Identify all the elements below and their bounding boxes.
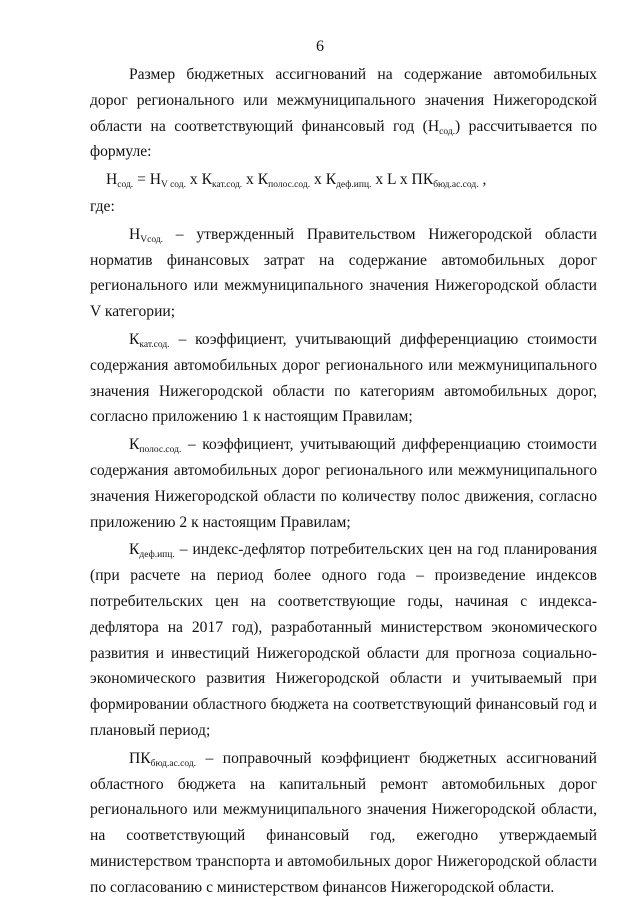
definition-symbol: К <box>129 436 140 454</box>
definition-symbol: К <box>129 330 140 348</box>
page-number: 6 <box>316 38 324 55</box>
formula-x2: х К <box>242 171 269 189</box>
intro-subscript: сод. <box>439 126 456 137</box>
definition-kdef <box>90 537 597 743</box>
definition-subscript: полос.сод. <box>139 445 182 456</box>
formula-end: , <box>478 171 487 189</box>
definition-kpolos <box>90 432 597 535</box>
definition-symbol: ПК <box>129 749 151 767</box>
definition-subscript: деф.ипц. <box>139 550 175 561</box>
definition-pk <box>90 746 597 901</box>
definition-text: – утвержденный Правительством Нижегородской области норматив финансовых затрат на содержание автомобильных дорог регионального или межмуниципального значения Нижегородской области V категории; <box>90 225 597 321</box>
definition-kkat <box>90 327 597 430</box>
where-label: где: <box>90 197 115 215</box>
formula-x3: х К <box>310 171 337 189</box>
formula-kpol-sub: полос.сод. <box>268 180 311 191</box>
definition-text: – поправочный коэффициент бюджетных ассигнований областного бюджета на капитальный ремонт автомобильных дорог регионального или межмуниципального значения Нижегородской области, на соответствующий финансовый год, ежегодно утверждаемый министерством транспорта и автомобильных дорог Нижегородской области по согласованию с министерством финансов Нижегородской области. <box>90 749 597 896</box>
formula-x4: х L х ПК <box>371 171 434 189</box>
definition-symbol: К <box>129 541 140 559</box>
definition-symbol: Н <box>129 225 141 243</box>
formula-h: Н <box>106 171 118 189</box>
formula-eq: = Н <box>133 171 162 189</box>
formula-kkat-sub: кат.сод. <box>212 180 243 191</box>
definition-subscript: кат.сод. <box>139 339 170 350</box>
formula-hv-sub: V сод. <box>161 180 186 191</box>
definition-text: – коэффициент, учитывающий дифференциацию стоимости содержания автомобильных дорог регионального или межмуниципального значения Нижегородской области по количеству полос движения, согласно приложению 2 к настоящим Правилам; <box>90 436 597 531</box>
intro-text: Размер бюджетных ассигнований на содержание автомобильных дорог регионального или межмуниципального значения Нижегородской области на соответствующий финансовый год (Н <box>90 66 597 135</box>
formula-pk-sub: бюд.ас.сод. <box>433 180 479 191</box>
definition-text: – коэффициент, учитывающий дифференциацию стоимости содержания автомобильных дорог регионального или межмуниципального значения Нижегородской области по категориям автомобильных дорог, согласно приложению 1 к настоящим Правилам; <box>90 330 597 426</box>
document-body <box>90 62 597 901</box>
definition-text: – индекс-дефлятор потребительских цен на год планирования (при расчете на период более одного года – произведение индексов потребительских цен на соответствующие годы, начиная с индекса-дефлятора на 2017 год), разработанный министерством экономического развития и инвестиций Нижегородской области для прогноза социально-экономического развития Нижегородской области и учитываемый при формировании областного бюджета на соответствующий финансовый год и плановый период; <box>90 541 597 739</box>
formula-kdef-sub: деф.ипц. <box>336 180 372 191</box>
definition-subscript: бюд.ас.сод. <box>150 758 197 769</box>
intro-paragraph <box>90 62 597 165</box>
formula-x1: х К <box>186 171 212 189</box>
formula <box>90 167 597 193</box>
formula-h-sub: сод. <box>117 180 134 191</box>
definition-hv <box>90 222 597 325</box>
definition-subscript: Vсод. <box>140 234 164 245</box>
intro-text-end: ) рассчитывается по формуле: <box>90 117 597 161</box>
